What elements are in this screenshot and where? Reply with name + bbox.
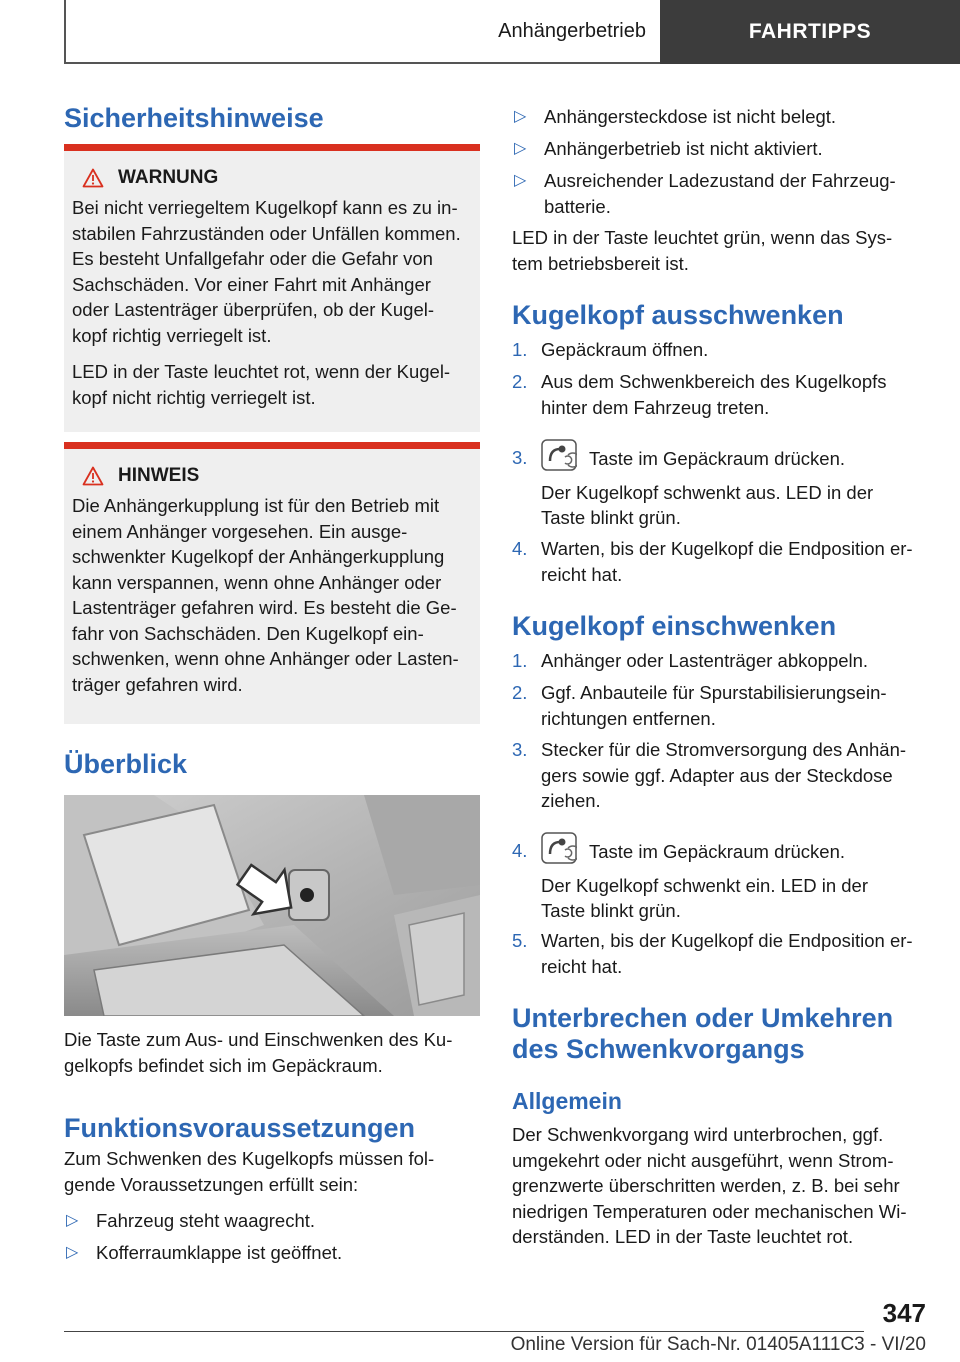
trunk-illustration bbox=[64, 795, 480, 1016]
notice-header bbox=[82, 465, 472, 487]
general-text: Der Schwenkvorgang wird unterbrochen, ggf. umgekehrt oder nicht ausgeführt, wenn Strom- grenzwerte überschritten werden, z. B. bei sehr niedrigen Temperaturen oder mechanischen Wi- derständen. LED in der Taste leuchtet rot. bbox=[512, 1124, 907, 1247]
triangle-bullet-icon: ▷ bbox=[514, 108, 527, 125]
triangle-bullet-icon: ▷ bbox=[514, 140, 527, 157]
step-number: 5. bbox=[512, 930, 528, 951]
step-result-text: Der Kugelkopf schwenkt aus. LED in der Taste blinkt grün. bbox=[541, 481, 874, 528]
triangle-bullet-icon: ▷ bbox=[66, 1212, 79, 1229]
led-ready-text: LED in der Taste leuchtet grün, wenn das Sys- tem betriebsbereit ist. bbox=[512, 227, 893, 274]
step-number: 1. bbox=[512, 650, 528, 671]
swing-in-step bbox=[512, 737, 926, 814]
header-chapter-tab: FAHRTIPPS bbox=[660, 0, 960, 64]
step-number: 3. bbox=[512, 739, 528, 760]
notice-title: HINWEIS bbox=[118, 465, 200, 486]
warning-box bbox=[64, 144, 480, 432]
notice-triangle-icon bbox=[82, 466, 104, 486]
step-number: 1. bbox=[512, 339, 528, 360]
warning-text-1: Bei nicht verriegeltem Kugelkopf kann es zu in- stabilen Fahrzuständen oder Unfällen kommen. Es besteht Unfallgefahr oder die Gefahr von Sachschäden. Vor einer Fahrt mit Anhänger oder Lastenträger überprüfen, ob der Kugel- kopf richtig verriegelt ist. bbox=[72, 197, 461, 346]
warning-triangle-icon bbox=[82, 168, 104, 188]
requirement-text: Fahrzeug steht waagrecht. bbox=[96, 1210, 316, 1231]
swing-out-step bbox=[512, 439, 926, 531]
page-number: 347 bbox=[882, 1298, 926, 1328]
step-text: Stecker für die Stromversorgung des Anhän- gers sowie ggf. Adapter aus der Steckdose ziehen. bbox=[541, 739, 907, 811]
heading-safety: Sicherheitshinweise bbox=[64, 103, 324, 133]
requirement-item bbox=[512, 168, 926, 219]
warning-text-2: LED in der Taste leuchtet rot, wenn der Kugel- kopf nicht richtig verriegelt ist. bbox=[72, 361, 451, 408]
notice-text: Die Anhängerkupplung ist für den Betrieb mit einem Anhänger vorgesehen. Ein ausge- schwenkter Kugelkopf der Anhängerkupplung kann verspannen, wenn ohne Anhänger oder Lastenträger gefahren wird. Es besteht die Ge- fahr von Sachschäden. Den Kugelkopf ein- schwenken, wenn ohne Anhänger oder Lasten- träger gefahren wird. bbox=[72, 495, 459, 695]
notice-box bbox=[64, 442, 480, 724]
trunk-photo bbox=[64, 795, 480, 1016]
swing-out-step bbox=[512, 369, 926, 420]
footer-divider bbox=[64, 1331, 864, 1332]
heading-overview: Überblick bbox=[64, 749, 188, 779]
footer-version-text: Online Version für Sach-Nr. 01405A111C3 - VI/20 bbox=[510, 1334, 926, 1355]
step-number: 4. bbox=[512, 840, 528, 861]
step-result-text: Der Kugelkopf schwenkt ein. LED in der Taste blinkt grün. bbox=[541, 874, 869, 921]
heading-swing-out: Kugelkopf ausschwenken bbox=[512, 300, 844, 330]
swing-out-step bbox=[512, 536, 926, 587]
swing-in-step bbox=[512, 928, 926, 979]
warning-title: WARNUNG bbox=[118, 167, 219, 188]
heading-requirements: Funktionsvoraussetzungen bbox=[64, 1113, 416, 1143]
triangle-bullet-icon: ▷ bbox=[514, 172, 527, 189]
swing-in-step bbox=[512, 648, 926, 674]
requirement-item bbox=[64, 1208, 480, 1234]
step-text: Taste im Gepäckraum drücken. bbox=[589, 841, 846, 862]
requirement-text: Kofferraumklappe ist geöffnet. bbox=[96, 1242, 343, 1263]
hitch-button-icon bbox=[541, 439, 577, 471]
step-text: Ggf. Anbauteile für Spurstabilisierungsein- richtungen entfernen. bbox=[541, 682, 887, 729]
step-number: 2. bbox=[512, 371, 528, 392]
requirement-item bbox=[512, 136, 926, 162]
step-text: Warten, bis der Kugelkopf die Endposition er- reicht hat. bbox=[541, 930, 913, 977]
requirement-item bbox=[512, 104, 926, 130]
step-number: 4. bbox=[512, 538, 528, 559]
requirement-item bbox=[64, 1240, 480, 1266]
warning-header bbox=[82, 167, 472, 189]
step-text: Anhänger oder Lastenträger abkoppeln. bbox=[541, 650, 869, 671]
step-text: Warten, bis der Kugelkopf die Endposition er- reicht hat. bbox=[541, 538, 913, 585]
step-number: 2. bbox=[512, 682, 528, 703]
requirements-intro: Zum Schwenken des Kugelkopfs müssen fol- gende Voraussetzungen erfüllt sein: bbox=[64, 1148, 435, 1195]
swing-in-step bbox=[512, 832, 926, 924]
step-text: Gepäckraum öffnen. bbox=[541, 339, 709, 360]
hitch-button-icon bbox=[541, 832, 577, 864]
header-section-title: Anhängerbetrieb bbox=[498, 19, 646, 42]
requirement-text: Anhängerbetrieb ist nicht aktiviert. bbox=[544, 138, 823, 159]
swing-in-step bbox=[512, 680, 926, 731]
triangle-bullet-icon: ▷ bbox=[66, 1244, 79, 1261]
step-text: Aus dem Schwenkbereich des Kugelkopfs hinter dem Fahrzeug treten. bbox=[541, 371, 887, 418]
heading-interrupt: Unterbrechen oder Umkehren des Schwenkvorgangs bbox=[512, 1003, 894, 1064]
step-text: Taste im Gepäckraum drücken. bbox=[589, 448, 846, 469]
heading-general: Allgemein bbox=[512, 1088, 622, 1114]
step-number: 3. bbox=[512, 447, 528, 468]
requirement-text: Ausreichender Ladezustand der Fahrzeug- batterie. bbox=[544, 170, 896, 217]
swing-out-step bbox=[512, 337, 926, 363]
requirement-text: Anhängersteckdose ist nicht belegt. bbox=[544, 106, 837, 127]
overview-text: Die Taste zum Aus- und Einschwenken des Ku- gelkopfs befindet sich im Gepäckraum. bbox=[64, 1029, 453, 1076]
heading-swing-in: Kugelkopf einschwenken bbox=[512, 611, 837, 641]
